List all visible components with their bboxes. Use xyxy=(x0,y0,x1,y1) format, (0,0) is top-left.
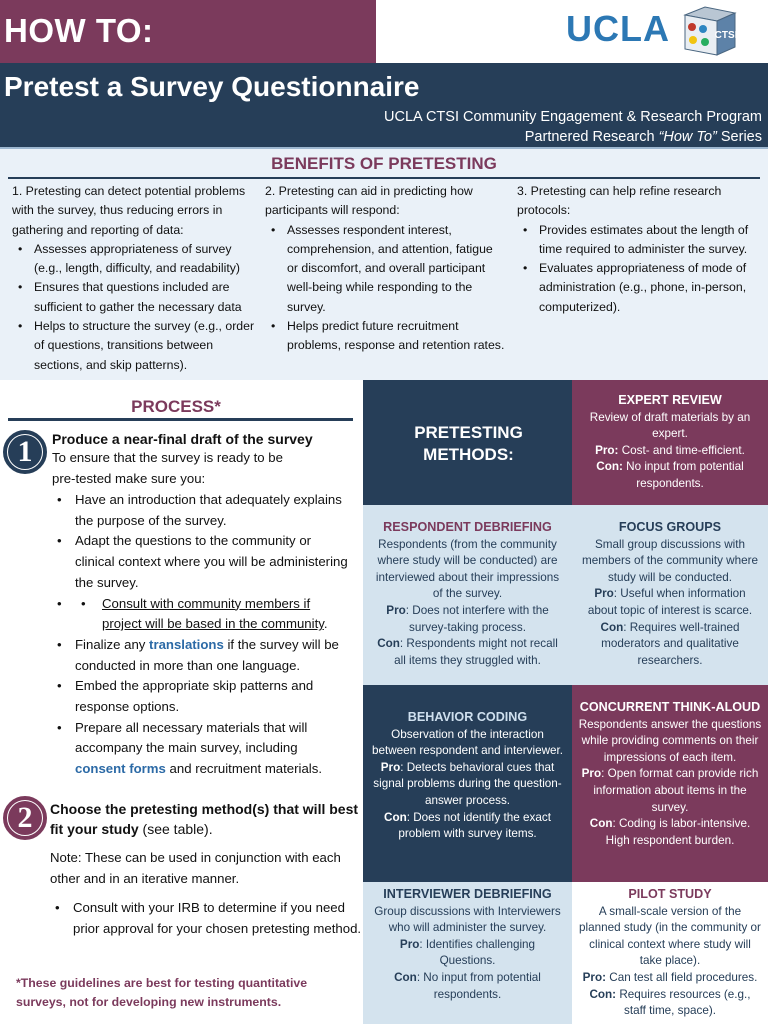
method-focus-groups: FOCUS GROUPS Small group discussions with members of the community where study will be conducted. Pro: Useful when information about topic of interest is scarce. Con: Requires well-trained moderators and qualitative researchers. xyxy=(572,505,768,685)
step-1-heading: Produce a near-final draft of the survey xyxy=(52,431,313,447)
list-item: • Prepare all necessary materials that will accompany the main survey, including consent forms and recruitment materials. xyxy=(51,718,351,780)
benefit-lead: 3. Pretesting can help refine research protocols: xyxy=(517,184,722,218)
method-behavior-coding: BEHAVIOR CODING Observation of the interaction between respondent and interviewer. Pro: Detects behavioral cues that signal problems during the question-answer process. Con: Does not identify the exact problem with survey items. xyxy=(363,685,572,882)
benefits-title: BENEFITS OF PRETESTING xyxy=(271,154,497,173)
ucla-logo: UCLA xyxy=(566,8,670,49)
list-item: • Finalize any translations if the survey will be conducted in more than one language. xyxy=(51,635,351,676)
method-title: FOCUS GROUPS xyxy=(618,520,722,534)
series-subtitle: Partnered Research “How To” Series xyxy=(524,129,762,145)
benefit-item: • Assesses appropriateness of survey (e.g., length, difficulty, and readability) xyxy=(12,240,255,279)
method-title: EXPERT REVIEW xyxy=(618,393,722,407)
step-2-note: Note: These can be used in conjunction with each other and in an iterative manner. xyxy=(50,850,341,886)
step-2-list xyxy=(49,898,365,939)
howto-banner xyxy=(0,0,376,63)
benefit-column-1 xyxy=(12,182,255,375)
benefit-column-2 xyxy=(265,182,507,356)
benefit-item: • Ensures that questions included are sufficient to gather the necessary data xyxy=(12,278,255,317)
benefit-lead: 2. Pretesting can aid in predicting how participants will respond: xyxy=(265,184,473,218)
ctsi-cube-logo xyxy=(681,5,737,57)
community-consult-link[interactable]: Consult with community members if project will be based in the community xyxy=(102,595,324,632)
consent-forms-link[interactable]: consent forms xyxy=(75,761,166,777)
list-item-sub: • • Consult with community members if project will be based in the community. xyxy=(51,594,351,635)
step-1-intro: To ensure that the survey is ready to be pre-tested make sure you: xyxy=(52,450,283,486)
process-title: PROCESS* xyxy=(131,397,221,416)
step-2-heading: Choose the pretesting method(s) that will best fit your study (see table). xyxy=(50,801,359,837)
list-item: • Embed the appropriate skip patterns and response options. xyxy=(51,676,351,717)
benefit-lead: 1. Pretesting can detect potential problems with the survey, thus reducing errors in gathering and reporting of data: xyxy=(12,184,246,237)
benefit-item: • Provides estimates about the length of time required to administer the survey. xyxy=(517,221,765,260)
svg-text:CTSI: CTSI xyxy=(714,30,737,41)
page-title: Pretest a Survey Questionnaire xyxy=(4,71,420,102)
step-1-number: 1 xyxy=(8,435,42,469)
step-1-badge xyxy=(3,430,47,474)
process-divider xyxy=(8,418,353,421)
method-title: BEHAVIOR CODING xyxy=(407,710,528,724)
step-2-number: 2 xyxy=(8,801,42,835)
program-subtitle: UCLA CTSI Community Engagement & Research Program xyxy=(384,109,762,125)
translations-link[interactable]: translations xyxy=(149,636,224,652)
methods-title: PRETESTING METHODS: xyxy=(414,423,523,464)
benefit-item: • Helps to structure the survey (e.g., order of questions, transitions between sections, and skip patterns). xyxy=(12,317,255,375)
method-title: CONCURRENT THINK-ALOUD xyxy=(579,700,761,714)
method-title: PILOT STUDY xyxy=(628,887,712,901)
benefits-divider xyxy=(8,177,760,179)
benefits-section xyxy=(0,147,768,380)
list-item: • Adapt the questions to the community or clinical context where you will be administering the survey. xyxy=(51,531,351,593)
method-title: RESPONDENT DEBRIEFING xyxy=(383,520,552,534)
method-title: INTERVIEWER DEBRIEFING xyxy=(383,887,552,901)
footnote: *These guidelines are best for testing quantitative surveys, not for developing new instruments. xyxy=(16,976,308,1009)
step-2-badge xyxy=(3,796,47,840)
title-banner xyxy=(0,63,768,147)
benefit-column-3 xyxy=(517,182,765,317)
method-interviewer-debriefing: INTERVIEWER DEBRIEFING Group discussions with Interviewers who will administer the survey. Pro: Identifies challenging Questions. Con: No input from potential respondents. xyxy=(363,882,572,1024)
step-1-list xyxy=(51,490,351,780)
method-expert-review: EXPERT REVIEW Review of draft materials by an expert. Pro: Cost- and time-efficient. Con: No input from potential respondents. xyxy=(572,380,768,505)
benefit-item: • Evaluates appropriateness of mode of administration (e.g., phone, in-person, computerized). xyxy=(517,259,765,317)
list-item: • Consult with your IRB to determine if you need prior approval for your chosen pretesting method. xyxy=(49,898,365,939)
benefit-item: • Helps predict future recruitment problems, response and retention rates. xyxy=(265,317,507,356)
list-item: • Have an introduction that adequately explains the purpose of the survey. xyxy=(51,490,351,531)
howto-label: HOW TO: xyxy=(4,12,154,49)
method-pilot-study: PILOT STUDY A small-scale version of the planned study (in the community or clinical context where study will take place). Pro: Can test all field procedures. Con: Requires resources (e.g., staff time, space). xyxy=(572,882,768,1024)
benefit-item: • Assesses respondent interest, comprehension, and attention, fatigue or discomfort, and overall participant well-being while responding to the survey. xyxy=(265,221,507,317)
method-concurrent-think-aloud: CONCURRENT THINK-ALOUD Respondents answer the questions while providing comments on their impressions of each item. Pro: Open format can provide rich information about items in the survey. Con: Coding is labor-intensive. High respondent burden. xyxy=(572,685,768,882)
method-respondent-debriefing: RESPONDENT DEBRIEFING Respondents (from the community where study will be conducted) are interviewed about their impressions of the survey. Pro: Does not interfere with the survey-taking process. Con: Respondents might not recall all items they struggled with. xyxy=(363,505,572,685)
